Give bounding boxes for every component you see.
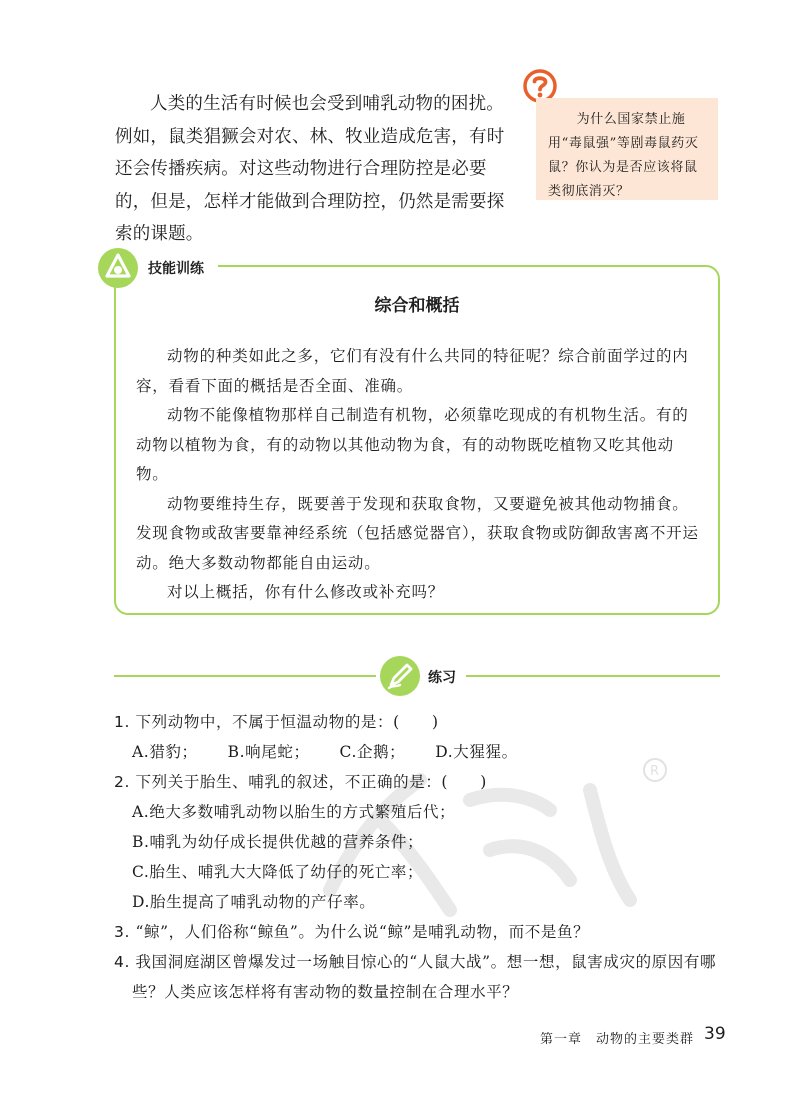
sidebar-question-text: 为什么国家禁止施用“毒鼠强”等剧毒鼠药灭鼠？你认为是否应该将鼠类彻底消灭？ bbox=[548, 112, 699, 199]
page-number: 39 bbox=[704, 1024, 726, 1044]
exercise-option: D.胎生提高了哺乳动物的产仔率。 bbox=[132, 893, 376, 911]
exercise-label: 练习 bbox=[428, 670, 456, 686]
exercise-option: B.哺乳为幼仔成长提供优越的营养条件； bbox=[132, 833, 424, 851]
skill-paragraph: 对以上概括，你有什么修改或补充吗？ bbox=[167, 583, 445, 601]
sidebar-question-box bbox=[536, 98, 718, 200]
exercise-pencil-icon bbox=[378, 654, 422, 698]
exercise-options: A.猎豹； B.响尾蛇； C.企鹅； D.大猩猩。 bbox=[132, 743, 518, 761]
exercise-divider-left bbox=[114, 675, 376, 677]
exercise-divider-right bbox=[466, 675, 720, 677]
skill-paragraph: 动物的种类如此之多，它们有没有什么共同的特征呢？综合前面学过的内容，看看下面的概括是否全面、准确。 bbox=[136, 347, 689, 395]
skill-training-icon bbox=[96, 246, 140, 290]
exercise-item: 2. 下列关于胎生、哺乳的叙述，不正确的是：( ) bbox=[114, 773, 487, 791]
skill-paragraph: 动物要维持生存，既要善于发现和获取食物，又要避免被其他动物捕食。发现食物或敌害要靠神经系统（包括感觉器官），获取食物或防御敌害离不开运动。绝大多数动物都能自由运动。 bbox=[136, 494, 699, 572]
exercise-option: C.胎生、哺乳大大降低了幼仔的死亡率； bbox=[132, 863, 424, 881]
exercise-option: A.绝大多数哺乳动物以胎生的方式繁殖后代； bbox=[132, 803, 456, 821]
exercise-list bbox=[114, 707, 724, 1007]
exercise-item: 4. 我国洞庭湖区曾爆发过一场触目惊心的“人鼠大战”。想一想，鼠害成灾的原因有哪些？人类应该怎样将有害动物的数量控制在合理水平？ bbox=[114, 953, 717, 1001]
skill-training-body bbox=[136, 342, 702, 608]
chapter-title: 第一章 动物的主要类群 bbox=[540, 1032, 695, 1047]
intro-paragraph: 人类的生活有时候也会受到哺乳动物的困扰。例如，鼠类猖獗会对农、林、牧业造成危害，有时还会传播疾病。对这些动物进行合理防控是必要的，但是，怎样才能做到合理防控，仍然是需要探索的课题。 bbox=[115, 94, 505, 244]
svg-text:R: R bbox=[650, 764, 660, 779]
exercise-item: 3. “鲸”，人们俗称“鲸鱼”。为什么说“鲸”是哺乳动物，而不是鱼？ bbox=[114, 923, 590, 941]
exercise-item: 1. 下列动物中，不属于恒温动物的是：( ) bbox=[114, 713, 439, 731]
skill-paragraph: 动物不能像植物那样自己制造有机物，必须靠吃现成的有机物生活。有的动物以植物为食，有的动物以其他动物为食，有的动物既吃植物又吃其他动物。 bbox=[136, 406, 689, 483]
skill-training-label: 技能训练 bbox=[148, 261, 204, 277]
skill-training-title: 综合和概括 bbox=[374, 296, 460, 316]
